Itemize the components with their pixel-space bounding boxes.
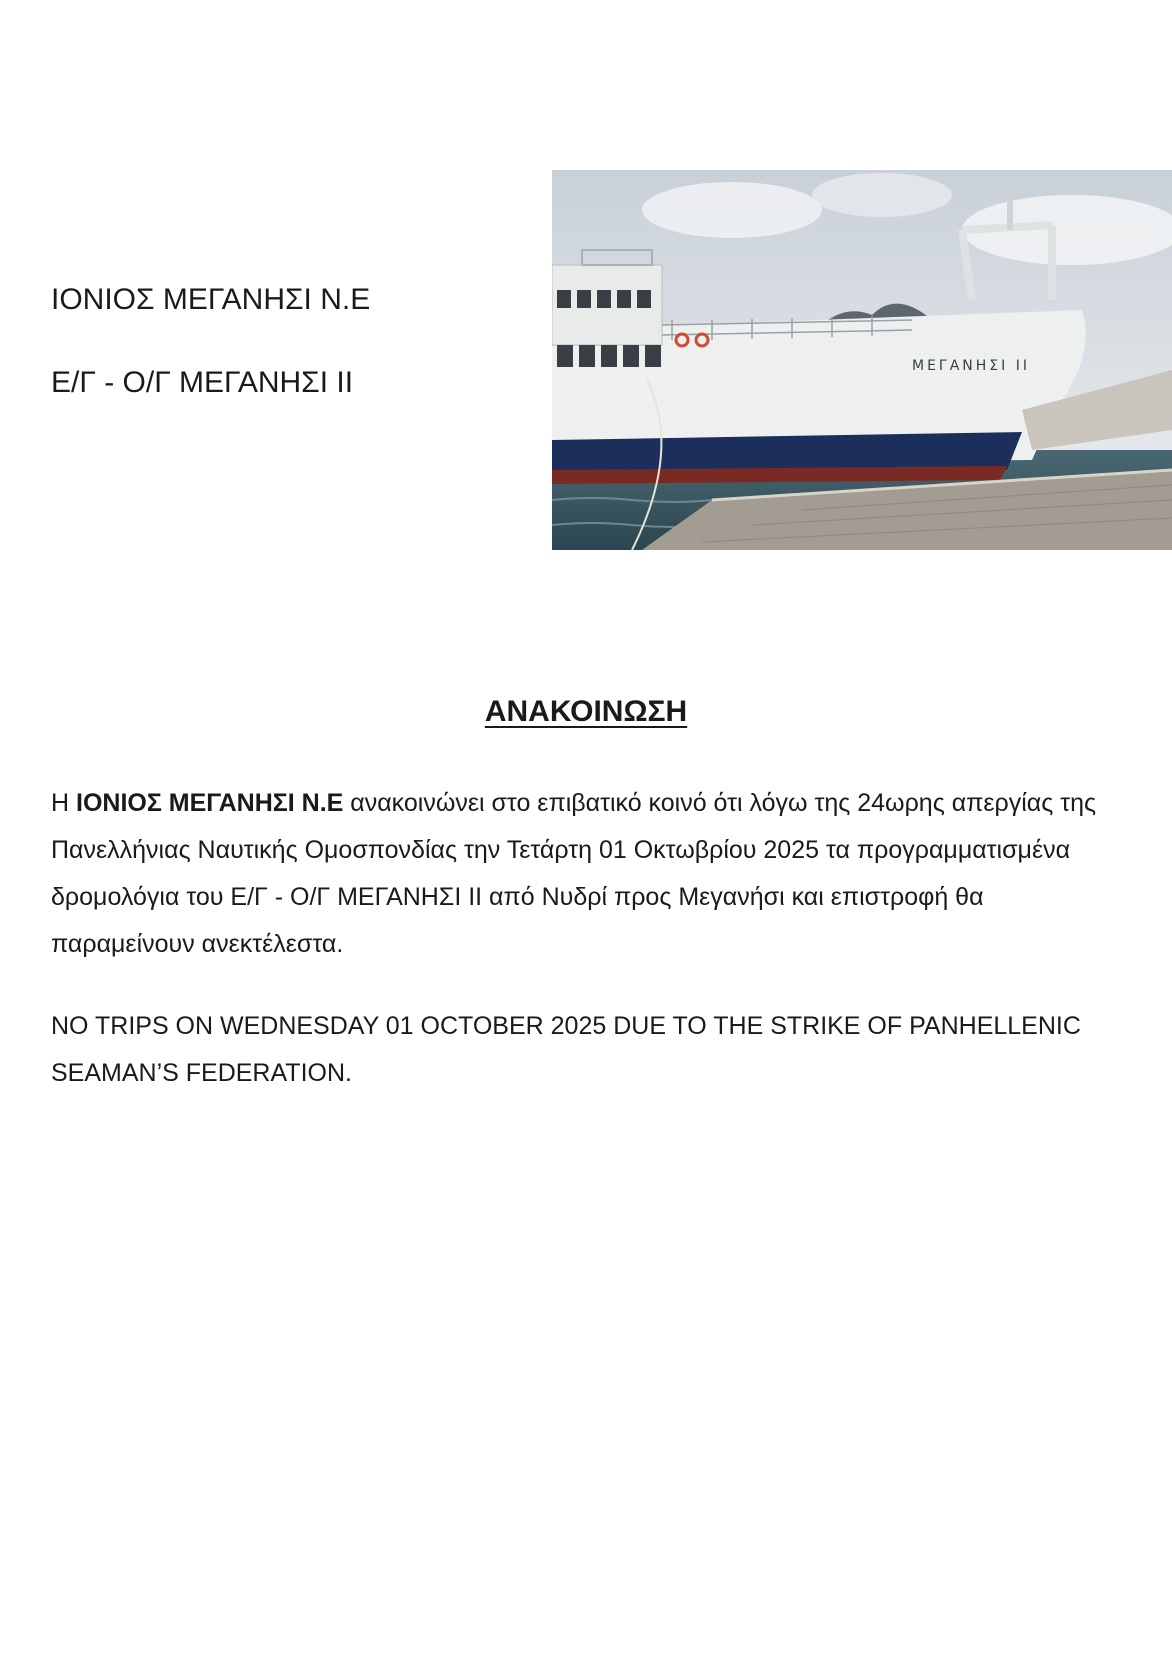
hull-lettering: ΜΕΓΑΝΗΣΙ ΙΙ bbox=[912, 358, 1030, 374]
announcement-company: ΙΟΝΙΟΣ ΜΕΓΑΝΗΣΙ Ν.Ε bbox=[76, 789, 344, 817]
announcement-greek: Η ΙΟΝΙΟΣ ΜΕΓΑΝΗΣΙ Ν.Ε ανακοινώνει στο επιβατικό κοινό ότι λόγω της 24ωρης απεργίας της Πανελλήνιας Ναυτικής Ομοσπονδίας την Τετάρτη 01 Οκτωβρίου 2025 τα προγραμματισμένα δρομολόγια του Ε/Γ - Ο/Γ ΜΕΓΑΝΗΣΙ ΙΙ από Νυδρί προς Μεγανήσι και επιστροφή θα παραμείνουν ανεκτέλεστα. bbox=[51, 789, 1097, 958]
vessel-name: Ε/Γ - Ο/Γ ΜΕΓΑΝΗΣΙ ΙΙ bbox=[51, 366, 354, 399]
announcement-english: NO TRIPS ON WEDNESDAY 01 OCTOBER 2025 DUE TO THE STRIKE OF PANHELLENIC SEAMAN’S FEDERATION. bbox=[51, 1012, 1081, 1087]
announcement-title: ΑΝΑΚΟΙΝΩΣΗ bbox=[484, 695, 688, 728]
ferry-illustration bbox=[552, 170, 1172, 550]
company-name: ΙΟΝΙΟΣ ΜΕΓΑΝΗΣΙ Ν.Ε bbox=[51, 283, 371, 316]
ferry-photo bbox=[552, 170, 1172, 550]
